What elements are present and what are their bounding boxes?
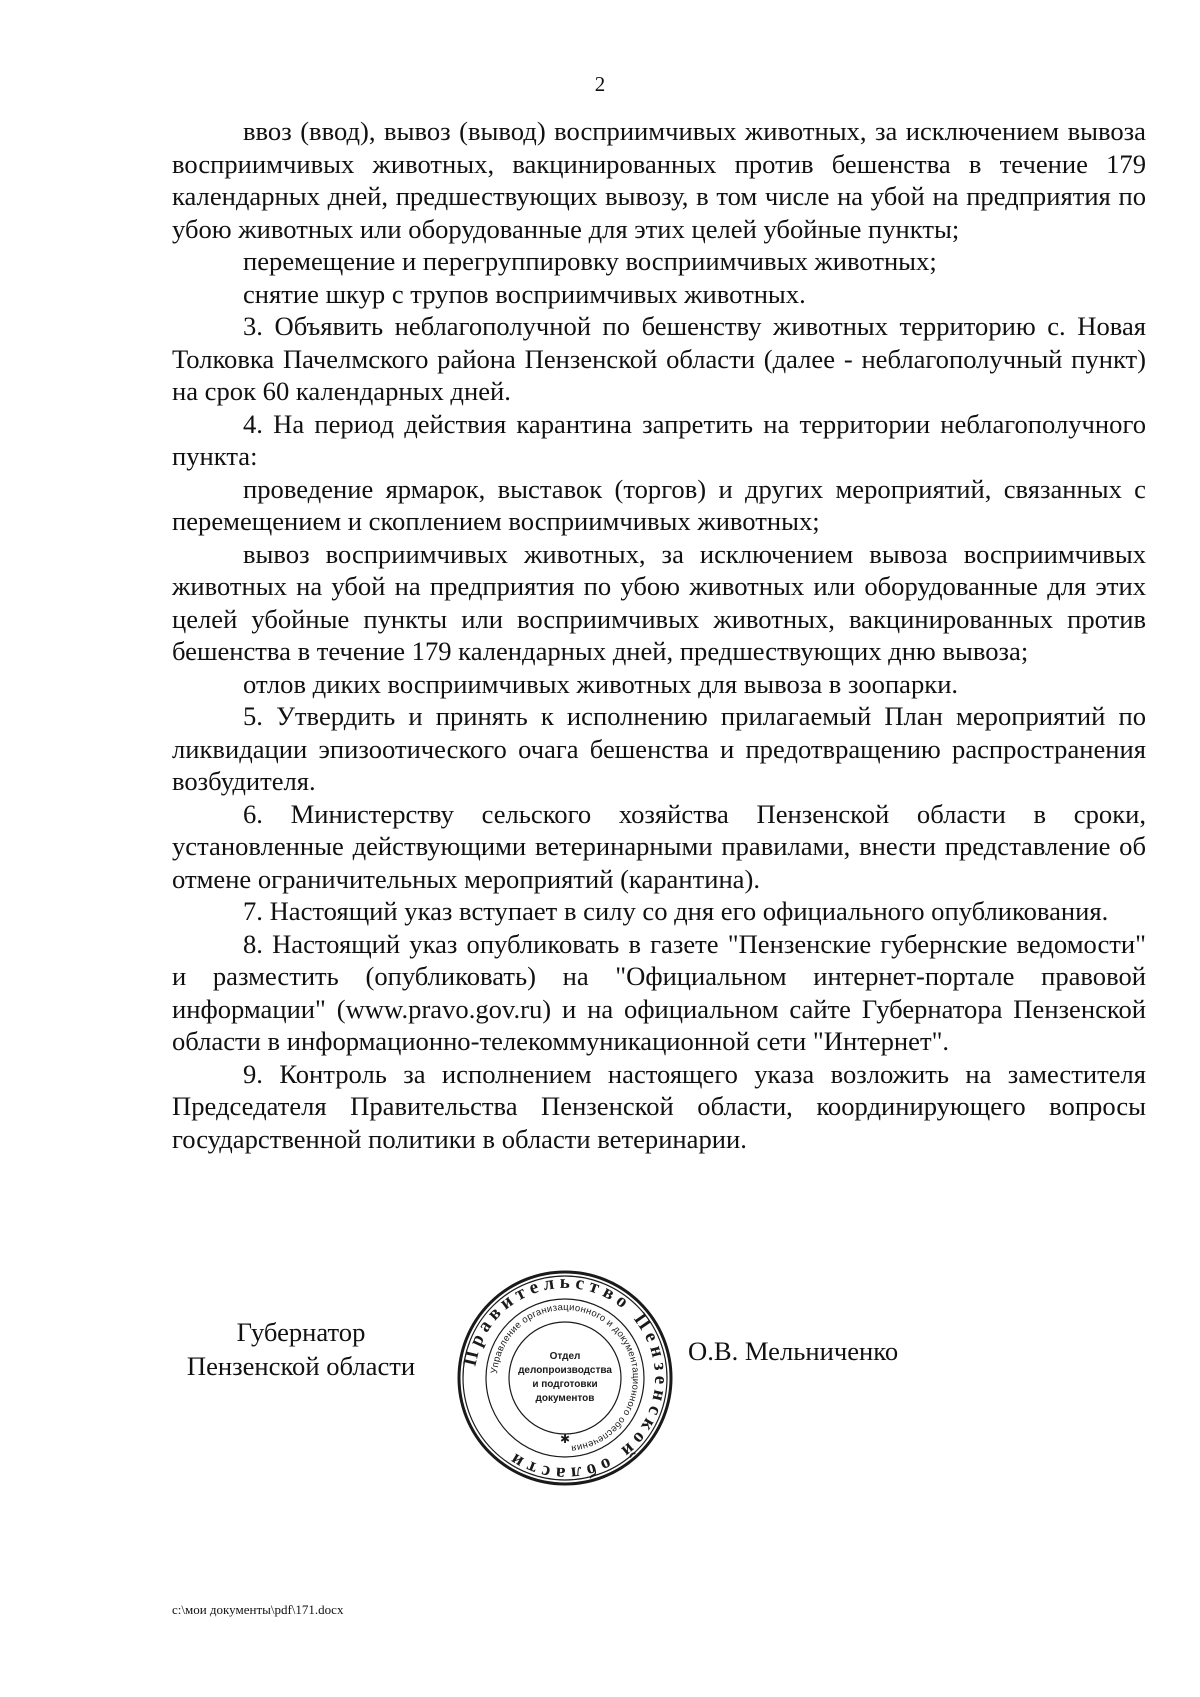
stamp-center-line4: документов <box>535 1393 595 1404</box>
svg-text:Управление организационного и <box>489 1302 641 1454</box>
signatory-title-line1: Губернатор <box>236 1317 366 1347</box>
paragraph: 5. Утвердить и принять к исполнению прилагаемый План мероприятий по ликвидации эпизоотического очага бешенства и предотвращению распространения возбудителя. <box>172 701 1146 796</box>
paragraph: 9. Контроль за исполнением настоящего указа возложить на заместителя Председателя Правительства Пензенской области, координирующего вопросы государственной политики в области ветеринарии. <box>172 1058 1146 1154</box>
stamp-outer-text: Правительство Пензенской области <box>459 1271 672 1485</box>
paragraph: снятие шкур с трупов восприимчивых животных. <box>243 278 806 309</box>
page-number: 2 <box>594 72 606 96</box>
paragraph: перемещение и перегруппировку восприимчивых животных; <box>243 246 937 276</box>
stamp-star-icon: ✱ <box>559 1432 571 1446</box>
stamp-center-line3: и подготовки <box>532 1379 598 1390</box>
paragraph: 3. Объявить неблагополучной по бешенству животных территорию с. Новая Толковка Пачелмского района Пензенской области (далее - неблагополучный пункт) на срок 60 календарных дней. <box>172 311 1146 406</box>
signatory-name: О.В. Мельниченко <box>688 1336 899 1366</box>
paragraph: 4. На период действия карантина запретить на территории неблагополучного пункта: <box>172 408 1146 471</box>
signatory-title <box>166 1315 436 1383</box>
paragraph: 7. Настоящий указ вступает в силу со дня его официального опубликования. <box>243 896 1109 926</box>
paragraph: ввоз (ввод), вывоз (вывод) восприимчивых животных, за исключением вывоза восприимчивых животных, вакцинированных против бешенства в течение 179 календарных дней, предшествующих вывозу, в том числе на убой на предприятия по убою животных или оборудованные для этих целей убойные пункты; <box>172 116 1146 244</box>
stamp-center-line2: делопроизводства <box>518 1365 612 1376</box>
paragraph: 6. Министерству сельского хозяйства Пензенской области в сроки, установленные действующими ветеринарными правилами, внести представление об отмене ограничительных мероприятий (карантина). <box>172 798 1146 894</box>
paragraph: проведение ярмарок, выставок (торгов) и других мероприятий, связанных с перемещением и скоплением восприимчивых животных; <box>172 473 1146 536</box>
document-body <box>172 115 1146 1155</box>
signatory-title-line2: Пензенской области <box>186 1351 416 1381</box>
paragraph: отлов диких восприимчивых животных для вывоза в зоопарки. <box>243 668 959 699</box>
stamp-middle-text: Управление организационного и документационного обеспечения <box>489 1301 642 1454</box>
paragraph: 8. Настоящий указ опубликовать в газете "Пензенские губернские ведомости" и разместить (опубликовать) на "Официальном интернет-портале правовой информации" (www.pravo.gov.ru) и на официальном сайте Губернатора Пензенской области в информационно-телекоммуникационной сети "Интернет". <box>172 928 1146 1056</box>
file-path-footer: c:\мои документы\pdf\171.docx <box>172 1602 344 1617</box>
paragraph: вывоз восприимчивых животных, за исключением вывоза восприимчивых животных на убой на предприятия по убою животных или оборудованные для этих целей убойные пункты или восприимчивых животных, вакцинированных против бешенства в течение 179 календарных дней, предшествующих дню вывоза; <box>172 538 1146 666</box>
stamp-center-line1: Отдел <box>549 1351 581 1362</box>
official-stamp <box>454 1267 676 1489</box>
